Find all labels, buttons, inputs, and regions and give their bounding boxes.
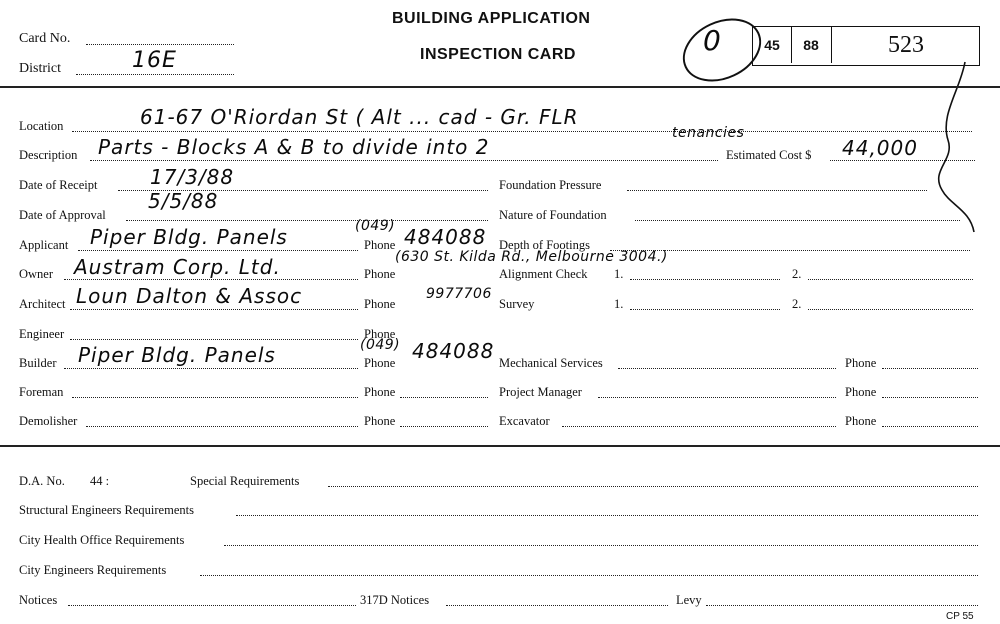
- estimated-cost-field[interactable]: [830, 160, 975, 161]
- nature-foundation-field[interactable]: [635, 220, 960, 221]
- excavator-field[interactable]: [562, 426, 836, 427]
- district-label: District: [19, 61, 61, 76]
- builder-value: Piper Bldg. Panels: [78, 343, 276, 367]
- mechanical-phone-field[interactable]: [882, 368, 978, 369]
- alignment-check-field-1[interactable]: [630, 279, 780, 280]
- architect-value: Loun Dalton & Assoc: [76, 284, 303, 308]
- applicant-phone-area: (049): [355, 218, 396, 234]
- date-approval-label: Date of Approval: [19, 208, 106, 222]
- box-cell-88: 88: [791, 27, 832, 63]
- engineers-requirements-label: City Engineers Requirements: [19, 563, 167, 577]
- project-manager-field[interactable]: [598, 397, 836, 398]
- builder-label: Builder: [19, 356, 57, 370]
- engineer-phone-label: Phone: [364, 327, 396, 341]
- demolisher-label: Demolisher: [19, 414, 78, 428]
- depth-footings-label: Depth of Footings: [499, 238, 590, 252]
- architect-phone-value: 9977706: [426, 286, 492, 302]
- location-label: Location: [19, 119, 64, 133]
- alignment-check-num-2: 2.: [792, 267, 802, 281]
- project-manager-phone-field[interactable]: [882, 397, 978, 398]
- date-approval-field[interactable]: [126, 220, 488, 221]
- architect-label: Architect: [19, 297, 66, 311]
- card-no-field[interactable]: [86, 44, 234, 45]
- owner-value: Austram Corp. Ltd.: [74, 255, 281, 279]
- mechanical-phone-label: Phone: [845, 356, 877, 370]
- foreman-phone-label: Phone: [364, 385, 396, 399]
- health-requirements-field[interactable]: [224, 545, 978, 546]
- circled-mark-value: 0: [703, 24, 722, 57]
- mechanical-services-label: Mechanical Services: [499, 356, 603, 370]
- owner-address-value: (630 St. Kilda Rd., Melbourne 3004.): [395, 249, 668, 265]
- alignment-check-num-1: 1.: [614, 267, 624, 281]
- levy-label: Levy: [676, 593, 702, 607]
- foundation-pressure-field[interactable]: [627, 190, 927, 191]
- description-label: Description: [19, 148, 78, 162]
- special-requirements-field[interactable]: [328, 486, 978, 487]
- alignment-check-label: Alignment Check: [499, 267, 588, 281]
- district-field[interactable]: [76, 74, 234, 75]
- box-cell-523: 523: [888, 32, 924, 58]
- engineers-requirements-field[interactable]: [200, 575, 978, 576]
- date-approval-value: 5/5/88: [148, 189, 219, 213]
- demolisher-phone-field[interactable]: [400, 426, 488, 427]
- requirements-divider: [0, 445, 1000, 447]
- description-above-value: tenancies: [672, 125, 745, 141]
- survey-field-1[interactable]: [630, 309, 780, 310]
- district-value: 16E: [132, 48, 177, 73]
- structural-requirements-field[interactable]: [236, 515, 978, 516]
- builder-phone-area: (049): [360, 337, 401, 353]
- owner-field[interactable]: [64, 279, 358, 280]
- survey-field-2[interactable]: [808, 309, 973, 310]
- form-subtitle: INSPECTION CARD: [420, 46, 576, 63]
- applicant-field[interactable]: [78, 250, 358, 251]
- engineer-label: Engineer: [19, 327, 65, 341]
- health-requirements-label: City Health Office Requirements: [19, 533, 185, 547]
- date-receipt-value: 17/3/88: [150, 165, 235, 189]
- excavator-label: Excavator: [499, 414, 550, 428]
- special-requirements-label: Special Requirements: [190, 474, 300, 488]
- location-field[interactable]: [72, 131, 972, 132]
- da-no-label: D.A. No.: [19, 474, 65, 488]
- demolisher-field[interactable]: [86, 426, 358, 427]
- alignment-check-field-2[interactable]: [808, 279, 973, 280]
- project-manager-phone-label: Phone: [845, 385, 877, 399]
- foreman-field[interactable]: [72, 397, 358, 398]
- notices-label: Notices: [19, 593, 58, 607]
- card-no-label: Card No.: [19, 31, 71, 46]
- notices-field[interactable]: [68, 605, 356, 606]
- builder-phone-value: 484088: [412, 339, 495, 363]
- project-manager-label: Project Manager: [499, 385, 582, 399]
- mechanical-services-field[interactable]: [618, 368, 836, 369]
- description-value: Parts - Blocks A & B to divide into 2: [98, 135, 490, 159]
- nature-foundation-label: Nature of Foundation: [499, 208, 607, 222]
- notices-317d-label: 317D Notices: [360, 593, 430, 607]
- da-no-value: 44 :: [90, 474, 110, 488]
- survey-num-2: 2.: [792, 297, 802, 311]
- architect-field[interactable]: [70, 309, 358, 310]
- builder-field[interactable]: [64, 368, 358, 369]
- architect-phone-label: Phone: [364, 297, 396, 311]
- applicant-phone-value: 484088: [404, 225, 487, 249]
- box-cell-45: 45: [753, 27, 792, 63]
- location-value: 61-67 O'Riordan St ( Alt ... cad - Gr. FLR: [140, 105, 579, 129]
- description-field[interactable]: [90, 160, 718, 161]
- excavator-phone-label: Phone: [845, 414, 877, 428]
- owner-label: Owner: [19, 267, 54, 281]
- levy-field[interactable]: [706, 605, 978, 606]
- form-title: BUILDING APPLICATION: [392, 10, 591, 27]
- builder-phone-label: Phone: [364, 356, 396, 370]
- structural-requirements-label: Structural Engineers Requirements: [19, 503, 194, 517]
- applicant-phone-label: Phone: [364, 238, 396, 252]
- demolisher-phone-label: Phone: [364, 414, 396, 428]
- date-receipt-label: Date of Receipt: [19, 178, 98, 192]
- estimated-cost-label: Estimated Cost $: [726, 148, 812, 162]
- excavator-phone-field[interactable]: [882, 426, 978, 427]
- owner-phone-label: Phone: [364, 267, 396, 281]
- survey-num-1: 1.: [614, 297, 624, 311]
- form-code: CP 55: [946, 611, 974, 622]
- survey-label: Survey: [499, 297, 535, 311]
- foundation-pressure-label: Foundation Pressure: [499, 178, 602, 192]
- foreman-phone-field[interactable]: [400, 397, 488, 398]
- notices-317d-field[interactable]: [446, 605, 668, 606]
- engineer-field[interactable]: [70, 339, 358, 340]
- applicant-value: Piper Bldg. Panels: [90, 225, 288, 249]
- applicant-label: Applicant: [19, 238, 69, 252]
- header-divider: [0, 86, 1000, 88]
- foreman-label: Foreman: [19, 385, 64, 399]
- estimated-cost-value: 44,000: [842, 136, 918, 160]
